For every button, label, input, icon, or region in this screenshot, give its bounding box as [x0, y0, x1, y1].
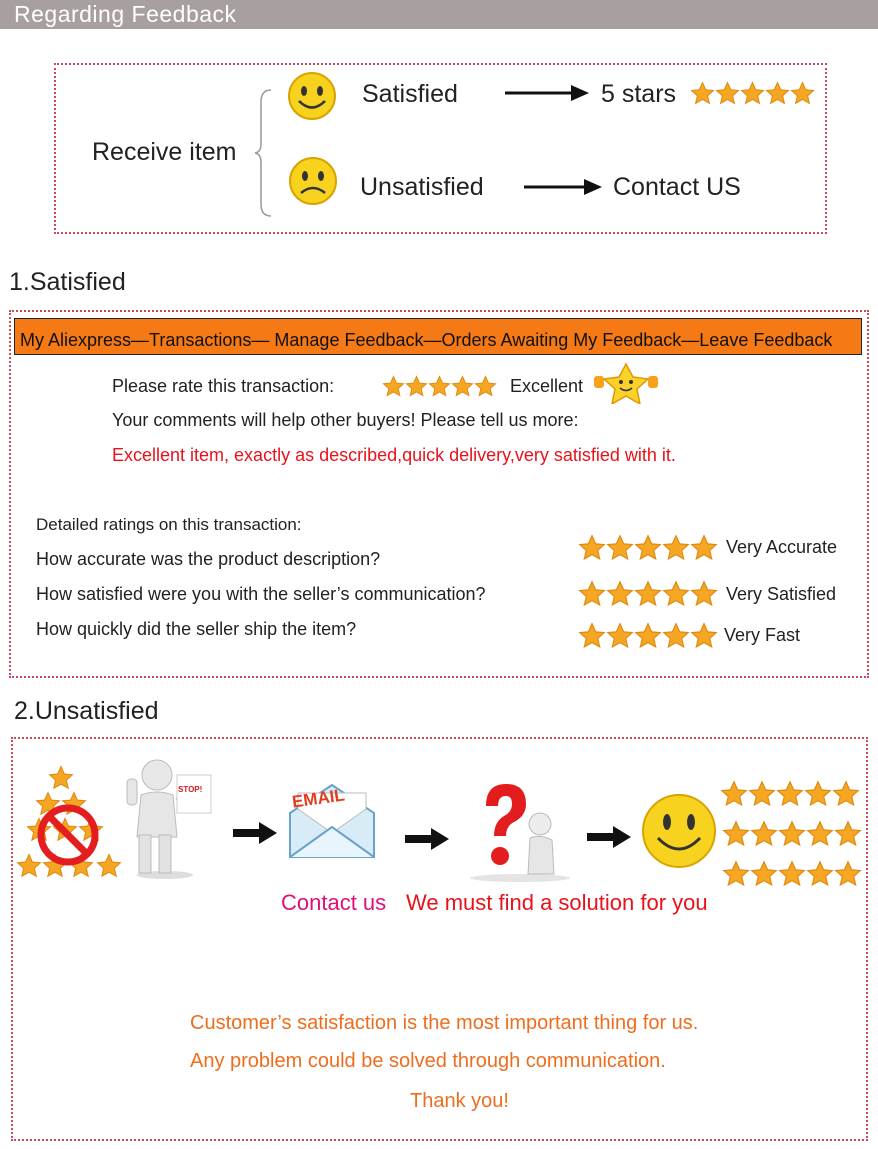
star-rating-icon	[690, 81, 815, 111]
five-stars-label: 5 stars	[601, 80, 677, 108]
rating-answer: Very Accurate	[726, 537, 838, 557]
detailed-ratings-title: Detailed ratings on this transaction:	[36, 515, 302, 534]
message-line-1: Customer’s satisfaction is the most important thing for us.	[190, 1012, 699, 1034]
star-rating-icon	[382, 375, 497, 403]
satisfied-label: Satisfied	[362, 80, 458, 108]
rating-answer: Very Satisfied	[726, 584, 837, 604]
comments-prompt: Your comments will help other buyers! Please tell us more:	[112, 410, 579, 430]
smiley-face-icon	[640, 792, 718, 870]
star-rating-icon	[578, 622, 718, 655]
sad-face-icon	[287, 155, 339, 207]
stop-sign-label: STOP!	[178, 785, 203, 794]
arrow-right-icon	[405, 828, 451, 850]
receive-item-label: Receive item	[92, 138, 237, 166]
page-title: Regarding Feedback	[14, 1, 237, 27]
unsatisfied-label: Unsatisfied	[360, 173, 484, 201]
section-satisfied-title: 1.Satisfied	[9, 268, 126, 296]
no-stars-icon	[16, 765, 128, 883]
brace-icon	[255, 88, 275, 218]
star-rating-icon	[578, 580, 718, 613]
smiley-face-icon	[287, 70, 337, 122]
arrow-right-icon	[505, 83, 590, 103]
arrow-right-icon	[587, 826, 633, 848]
section-unsatisfied-title: 2.Unsatisfied	[14, 697, 159, 725]
arrow-right-icon	[524, 177, 604, 197]
message-line-2: Any problem could be solved through communication.	[190, 1050, 666, 1072]
thumbs-up-star-icon	[592, 362, 660, 404]
rating-answer: Very Fast	[724, 625, 801, 645]
comment-text: Excellent item, exactly as described,quick delivery,very satisfied with it.	[112, 445, 676, 465]
breadcrumb: My Aliexpress—Transactions— Manage Feedback—Orders Awaiting My Feedback—Leave Feedback	[20, 330, 833, 350]
star-rating-icon	[578, 534, 718, 567]
rating-question: How satisfied were you with the seller’s communication?	[36, 584, 486, 604]
rating-question: How quickly did the seller ship the item?	[36, 619, 357, 639]
star-rating-icon	[720, 780, 862, 888]
contact-us-text: Contact us	[281, 890, 387, 915]
arrow-right-icon	[233, 822, 279, 844]
rate-label: Please rate this transaction:	[112, 376, 335, 396]
solution-text: We must find a solution for you	[406, 890, 708, 915]
rate-value: Excellent	[510, 376, 584, 396]
rating-question: How accurate was the product description?	[36, 549, 381, 569]
question-person-icon	[460, 778, 575, 883]
contact-us-label: Contact US	[613, 173, 741, 201]
thank-you-text: Thank you!	[410, 1090, 509, 1112]
email-label: EMAIL	[290, 785, 346, 812]
person-stop-icon	[125, 755, 215, 880]
